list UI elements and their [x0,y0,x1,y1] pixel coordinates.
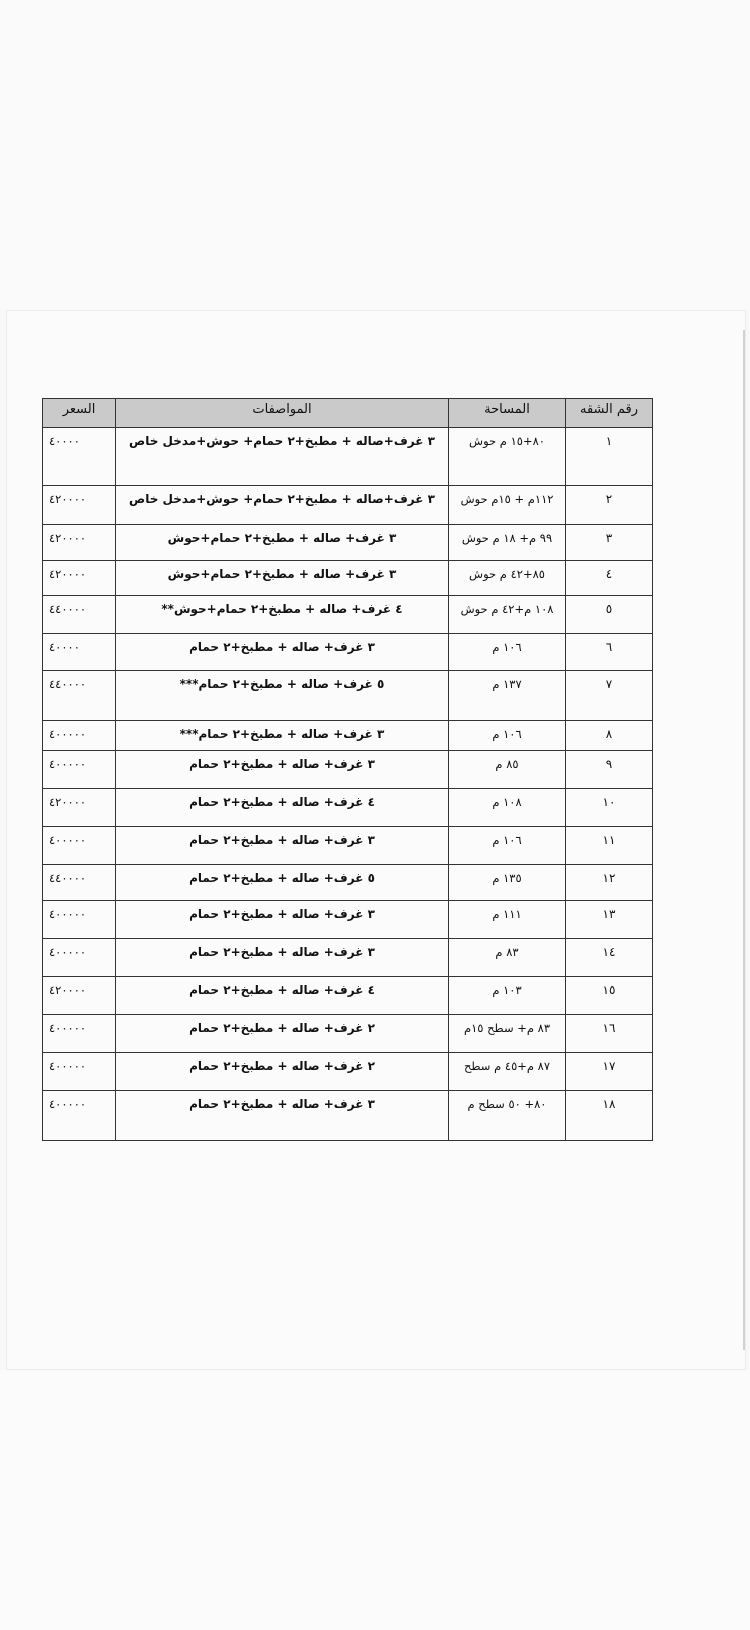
specifications-cell: ٣ غرف+صاله + مطبخ+٢ حمام+ حوش+مدخل خاص [116,428,449,486]
unit-number-cell: ٢ [566,486,653,525]
specifications-cell: ٣ غرف+ صاله + مطبخ+٢ حمام [116,634,449,671]
table-header-row [43,399,653,428]
area-cell: ١٠٦ م [449,721,566,751]
specifications-cell: ٣ غرف+ صاله + مطبخ+٢ حمام+حوش [116,525,449,561]
header-specifications: المواصفات [116,399,449,428]
header-price: السعر [43,399,116,428]
specifications-cell: ٤ غرف+ صاله + مطبخ+٢ حمام [116,977,449,1015]
specifications-cell: ٢ غرف+ صاله + مطبخ+٢ حمام [116,1015,449,1053]
table-row [43,827,653,865]
area-cell: ١٠٨ م+٤٢ م حوش [449,596,566,634]
table-body [43,428,653,1141]
unit-number-cell: ٧ [566,671,653,721]
price-cell: ٤٢٠٠٠٠ [43,977,116,1015]
area-cell: ٨٠+١٥ م حوش [449,428,566,486]
price-cell: ٤٠٠٠٠٠ [43,1091,116,1141]
area-cell: ١٠٦ م [449,827,566,865]
area-cell: ١٠٣ م [449,977,566,1015]
unit-number-cell: ٥ [566,596,653,634]
unit-number-cell: ١ [566,428,653,486]
price-cell: ٤٠٠٠٠ [43,428,116,486]
unit-number-cell: ١٦ [566,1015,653,1053]
price-cell: ٤٠٠٠٠٠ [43,901,116,939]
area-cell: ٨٠+ ٥٠ سطح م [449,1091,566,1141]
price-cell: ٤٠٠٠٠٠ [43,939,116,977]
price-cell: ٤٠٠٠٠٠ [43,1053,116,1091]
unit-number-cell: ١٧ [566,1053,653,1091]
unit-number-cell: ٦ [566,634,653,671]
area-cell: ١٠٨ م [449,789,566,827]
specifications-cell: ٢ غرف+ صاله + مطبخ+٢ حمام [116,1053,449,1091]
unit-number-cell: ٨ [566,721,653,751]
table-row [43,596,653,634]
unit-number-cell: ١٨ [566,1091,653,1141]
area-cell: ١٣٧ م [449,671,566,721]
page-edge [743,330,745,1350]
area-cell: ٨٣ م+ سطح ١٥م [449,1015,566,1053]
price-cell: ٤٠٠٠٠٠ [43,721,116,751]
area-cell: ١١٢م + ١٥م حوش [449,486,566,525]
table-row [43,1053,653,1091]
specifications-cell: ٥ غرف+ صاله + مطبخ+٢ حمام*** [116,671,449,721]
area-cell: ١٠٦ م [449,634,566,671]
area-cell: ٨٥ م [449,751,566,789]
specifications-cell: ٣ غرف+ صاله + مطبخ+٢ حمام [116,939,449,977]
unit-number-cell: ١٢ [566,865,653,901]
unit-number-cell: ٣ [566,525,653,561]
specifications-cell: ٣ غرف+ صاله + مطبخ+٢ حمام*** [116,721,449,751]
specifications-cell: ٤ غرف+ صاله + مطبخ+٢ حمام+حوش** [116,596,449,634]
price-cell: ٤٠٠٠٠٠ [43,751,116,789]
price-cell: ٤٤٠٠٠٠ [43,671,116,721]
area-cell: ١١١ م [449,901,566,939]
table-row [43,671,653,721]
specifications-cell: ٣ غرف+ صاله + مطبخ+٢ حمام+حوش [116,561,449,596]
header-unit-number: رقم الشقه [566,399,653,428]
header-area: المساحة [449,399,566,428]
table-row [43,789,653,827]
area-cell: ٩٩ م+ ١٨ م حوش [449,525,566,561]
area-cell: ٨٥+٤٢ م حوش [449,561,566,596]
table-row [43,977,653,1015]
unit-number-cell: ٩ [566,751,653,789]
table-row [43,561,653,596]
table-row [43,486,653,525]
table-row [43,901,653,939]
table-row [43,428,653,486]
unit-number-cell: ١١ [566,827,653,865]
price-cell: ٤٠٠٠٠ [43,634,116,671]
unit-number-cell: ١٥ [566,977,653,1015]
specifications-cell: ٣ غرف+صاله + مطبخ+٢ حمام+ حوش+مدخل خاص [116,486,449,525]
specifications-cell: ٣ غرف+ صاله + مطبخ+٢ حمام [116,901,449,939]
table-row [43,525,653,561]
price-cell: ٤٢٠٠٠٠ [43,789,116,827]
blank-bottom-margin [0,1370,750,1630]
table-row [43,865,653,901]
specifications-cell: ٣ غرف+ صاله + مطبخ+٢ حمام [116,751,449,789]
area-cell: ١٣٥ م [449,865,566,901]
unit-number-cell: ١٣ [566,901,653,939]
price-cell: ٤٢٠٠٠٠ [43,561,116,596]
area-cell: ٨٣ م [449,939,566,977]
unit-number-cell: ١٠ [566,789,653,827]
specifications-cell: ٤ غرف+ صاله + مطبخ+٢ حمام [116,789,449,827]
specifications-cell: ٣ غرف+ صاله + مطبخ+٢ حمام [116,827,449,865]
table-row [43,939,653,977]
specifications-cell: ٥ غرف+ صاله + مطبخ+٢ حمام [116,865,449,901]
specifications-cell: ٣ غرف+ صاله + مطبخ+٢ حمام [116,1091,449,1141]
price-cell: ٤٤٠٠٠٠ [43,865,116,901]
price-cell: ٤٠٠٠٠٠ [43,1015,116,1053]
blank-top-margin [0,0,750,310]
table-row [43,1015,653,1053]
table-row [43,721,653,751]
unit-number-cell: ١٤ [566,939,653,977]
price-cell: ٤٠٠٠٠٠ [43,827,116,865]
area-cell: ٨٧ م+٤٥ م سطح [449,1053,566,1091]
table-row [43,634,653,671]
price-cell: ٤٢٠٠٠٠ [43,525,116,561]
apartments-table [42,398,653,1141]
table-row [43,1091,653,1141]
unit-number-cell: ٤ [566,561,653,596]
price-cell: ٤٤٠٠٠٠ [43,596,116,634]
table-row [43,751,653,789]
price-cell: ٤٢٠٠٠٠ [43,486,116,525]
